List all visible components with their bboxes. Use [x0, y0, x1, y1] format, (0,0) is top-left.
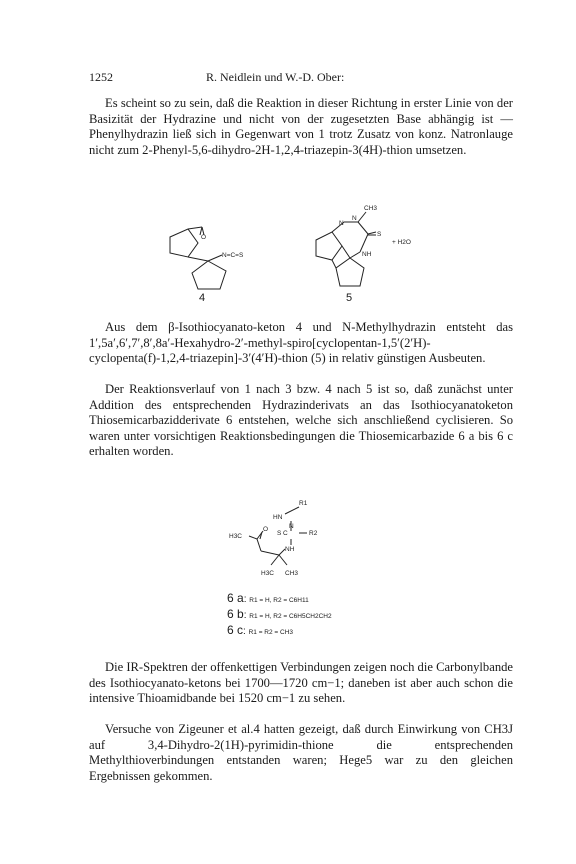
nh-group: NH: [362, 251, 372, 258]
thiosemicarbazide-6-structure: [225, 495, 365, 580]
r2-label: R2: [309, 530, 318, 537]
variant-6b: 6 b: R1 = H, R2 = C6H5CH2CH2: [227, 607, 332, 621]
nitrogen-atom-1: N: [339, 220, 344, 227]
oxygen-atom: O: [201, 234, 207, 241]
water-byproduct: + H2O: [392, 239, 411, 246]
nitrogen-atom: N: [289, 523, 294, 530]
h3c-methyl-left: H3C: [229, 533, 243, 540]
page-number: 1252: [89, 70, 113, 84]
variant-label: 6 c: [227, 623, 244, 637]
running-title: R. Neidlein und W.-D. Ober:: [206, 70, 345, 84]
hn-group: HN: [273, 514, 283, 521]
sulfur-atom: S: [377, 231, 382, 238]
variant-6c: 6 c: R1 = R2 = CH3: [227, 623, 294, 637]
variant-substituents: R1 = H, R2 = C6H11: [249, 597, 309, 604]
paragraph-methylation: Versuche von Zigeuner et al.4 hatten gezeigt, daß durch Einwirkung von CH3J auf 3,4-Dihydro-2(1H)-pyrimidin-thione die entsprechenden Methylthioverbindungen entstanden waren; Hege5 war zu den gleichen Ergebnissen gekommen.: [89, 722, 513, 783]
sulfur-atom: S: [277, 530, 282, 537]
methyl-group: CH3: [364, 205, 378, 212]
ch3-methyl-bottom: CH3: [285, 570, 299, 577]
variant-6a: 6 a: R1 = H, R2 = C6H11: [227, 591, 309, 605]
paragraph-basicity: Es scheint so zu sein, daß die Reaktion in dieser Richtung in erster Linie von der Basizität der Hydrazine und nicht von der zugesetzten Base abhängig ist — Phenylhydrazin ließ sich in Gegenwart von 1 trotz Zusatz von konz. Natronlauge nicht zum 2-Phenyl-5,6-dihydro-2H-1,2,4-triazepin-3(4H)-thion umsetzen.: [89, 96, 513, 157]
variant-substituents: R1 = R2 = CH3: [248, 629, 294, 636]
compound-5-structure: [308, 202, 448, 297]
r1-label: R1: [299, 500, 308, 507]
variant-substituents: R1 = H, R2 = C6H5CH2CH2: [249, 613, 332, 620]
h3c-methyl-bottom: H3C: [261, 570, 275, 577]
isothiocyanate-group: N=C=S: [222, 252, 244, 259]
paragraph-ir-spectra: Die IR-Spektren der offenkettigen Verbindungen zeigen noch die Carbonylbande des Isothiocyanato-ketons bei 1700—1720 cm−1; daneben ist aber auch schon die intensive Thioamidbande bei 1520 cm−1 zu sehen.: [89, 660, 514, 706]
compound-4-structure: [150, 215, 280, 295]
thiocarbonyl-carbon: C: [283, 530, 288, 537]
paragraph-mechanism: Der Reaktionsverlauf von 1 nach 3 bzw. 4 nach 5 ist so, daß zunächst unter Addition des entsprechenden Hydrazinderivats an das Isothiocyanatoketon Thiosemicarbazidderivate 6 entstehen, welche sich anschließend cyclisieren. So waren unter vorsichtigen Reaktionsbedingungen die Thiosemicarbazide 6 a bis 6 c erhalten worden.: [89, 382, 513, 459]
variant-label: 6 a: [227, 591, 244, 605]
oxygen-atom: O: [263, 526, 269, 533]
paragraph-formation-5: Aus dem β-Isothiocyanato-keton 4 und N-Methylhydrazin entsteht das 1′,5a′,6′,7′,8′,8a′-Hexahydro-2′-methyl-spiro[cyclopentan-1,5′(2′H)-cyclopenta(f)-1,2,4-triazepin]-3′(4′H)-thion (5) in relativ günstigen Ausbeuten.: [89, 320, 513, 366]
nitrogen-atom-2: N: [352, 215, 357, 222]
nh-group: NH: [285, 546, 295, 553]
compound-label-4: 4: [199, 292, 206, 304]
variant-label: 6 b: [227, 607, 244, 621]
compound-label-5: 5: [346, 292, 353, 304]
